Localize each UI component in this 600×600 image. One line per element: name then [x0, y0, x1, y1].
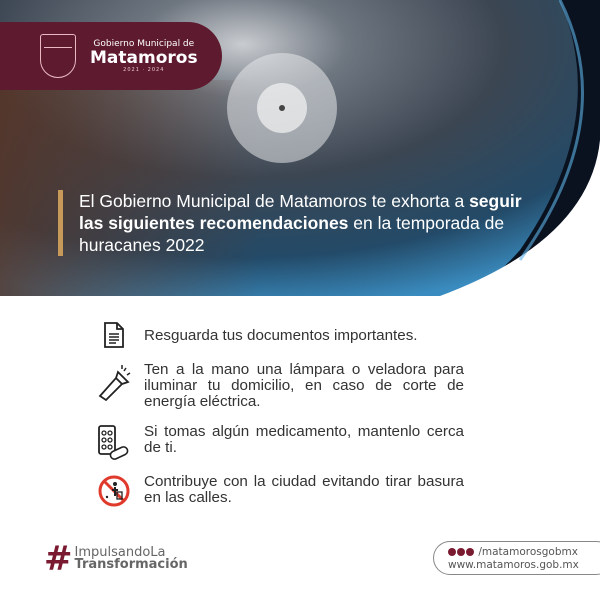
recommendations-list — [96, 322, 464, 522]
hashtag-line1: ImpulsandoLa — [74, 545, 166, 560]
logo-years: 2021 · 2024 — [123, 67, 165, 73]
facebook-icon[interactable] — [448, 548, 456, 556]
coat-of-arms-icon — [40, 34, 76, 78]
logo-line1: Gobierno Municipal de — [93, 39, 195, 49]
headline — [58, 190, 528, 256]
document-icon — [96, 322, 132, 348]
flashlight-icon — [96, 362, 132, 402]
logo-line2: Matamoros — [90, 48, 198, 68]
recommendation-text: Resguarda tus documentos importantes. — [144, 327, 418, 344]
municipal-logo-banner — [0, 22, 222, 90]
website-link[interactable]: www.matamoros.gob.mx — [448, 559, 579, 571]
instagram-icon[interactable] — [457, 548, 465, 556]
hashtag-line2: Transformación — [74, 557, 188, 572]
twitter-icon[interactable] — [466, 548, 474, 556]
recommendation-text: Contribuye con la ciudad evitando tirar basura en las calles. — [144, 473, 464, 506]
list-item — [96, 424, 464, 460]
recommendation-text: Si tomas algún medicamento, mantenlo cerca de ti. — [144, 423, 464, 456]
list-item — [96, 322, 464, 348]
recommendation-text: Ten a la mano una lámpara o veladora para iluminar tu domicilio, en caso de corte de energía eléctrica. — [144, 361, 464, 410]
list-item — [96, 362, 464, 410]
headline-part2: en la temporada de huracanes 2022 — [79, 213, 505, 255]
hashtag-symbol: # — [44, 539, 73, 579]
headline-part1: El Gobierno Municipal de Matamoros te exhorta a — [79, 191, 470, 211]
pills-icon — [96, 424, 132, 460]
hashtag-logo — [44, 539, 188, 579]
social-contact-box — [433, 541, 600, 575]
social-handle[interactable]: /matamorosgobmx — [478, 546, 578, 558]
headline-bold: seguir las siguientes recomendaciones — [79, 191, 522, 233]
logo-text — [90, 39, 198, 73]
no-littering-icon — [96, 474, 132, 508]
list-item — [96, 474, 464, 508]
